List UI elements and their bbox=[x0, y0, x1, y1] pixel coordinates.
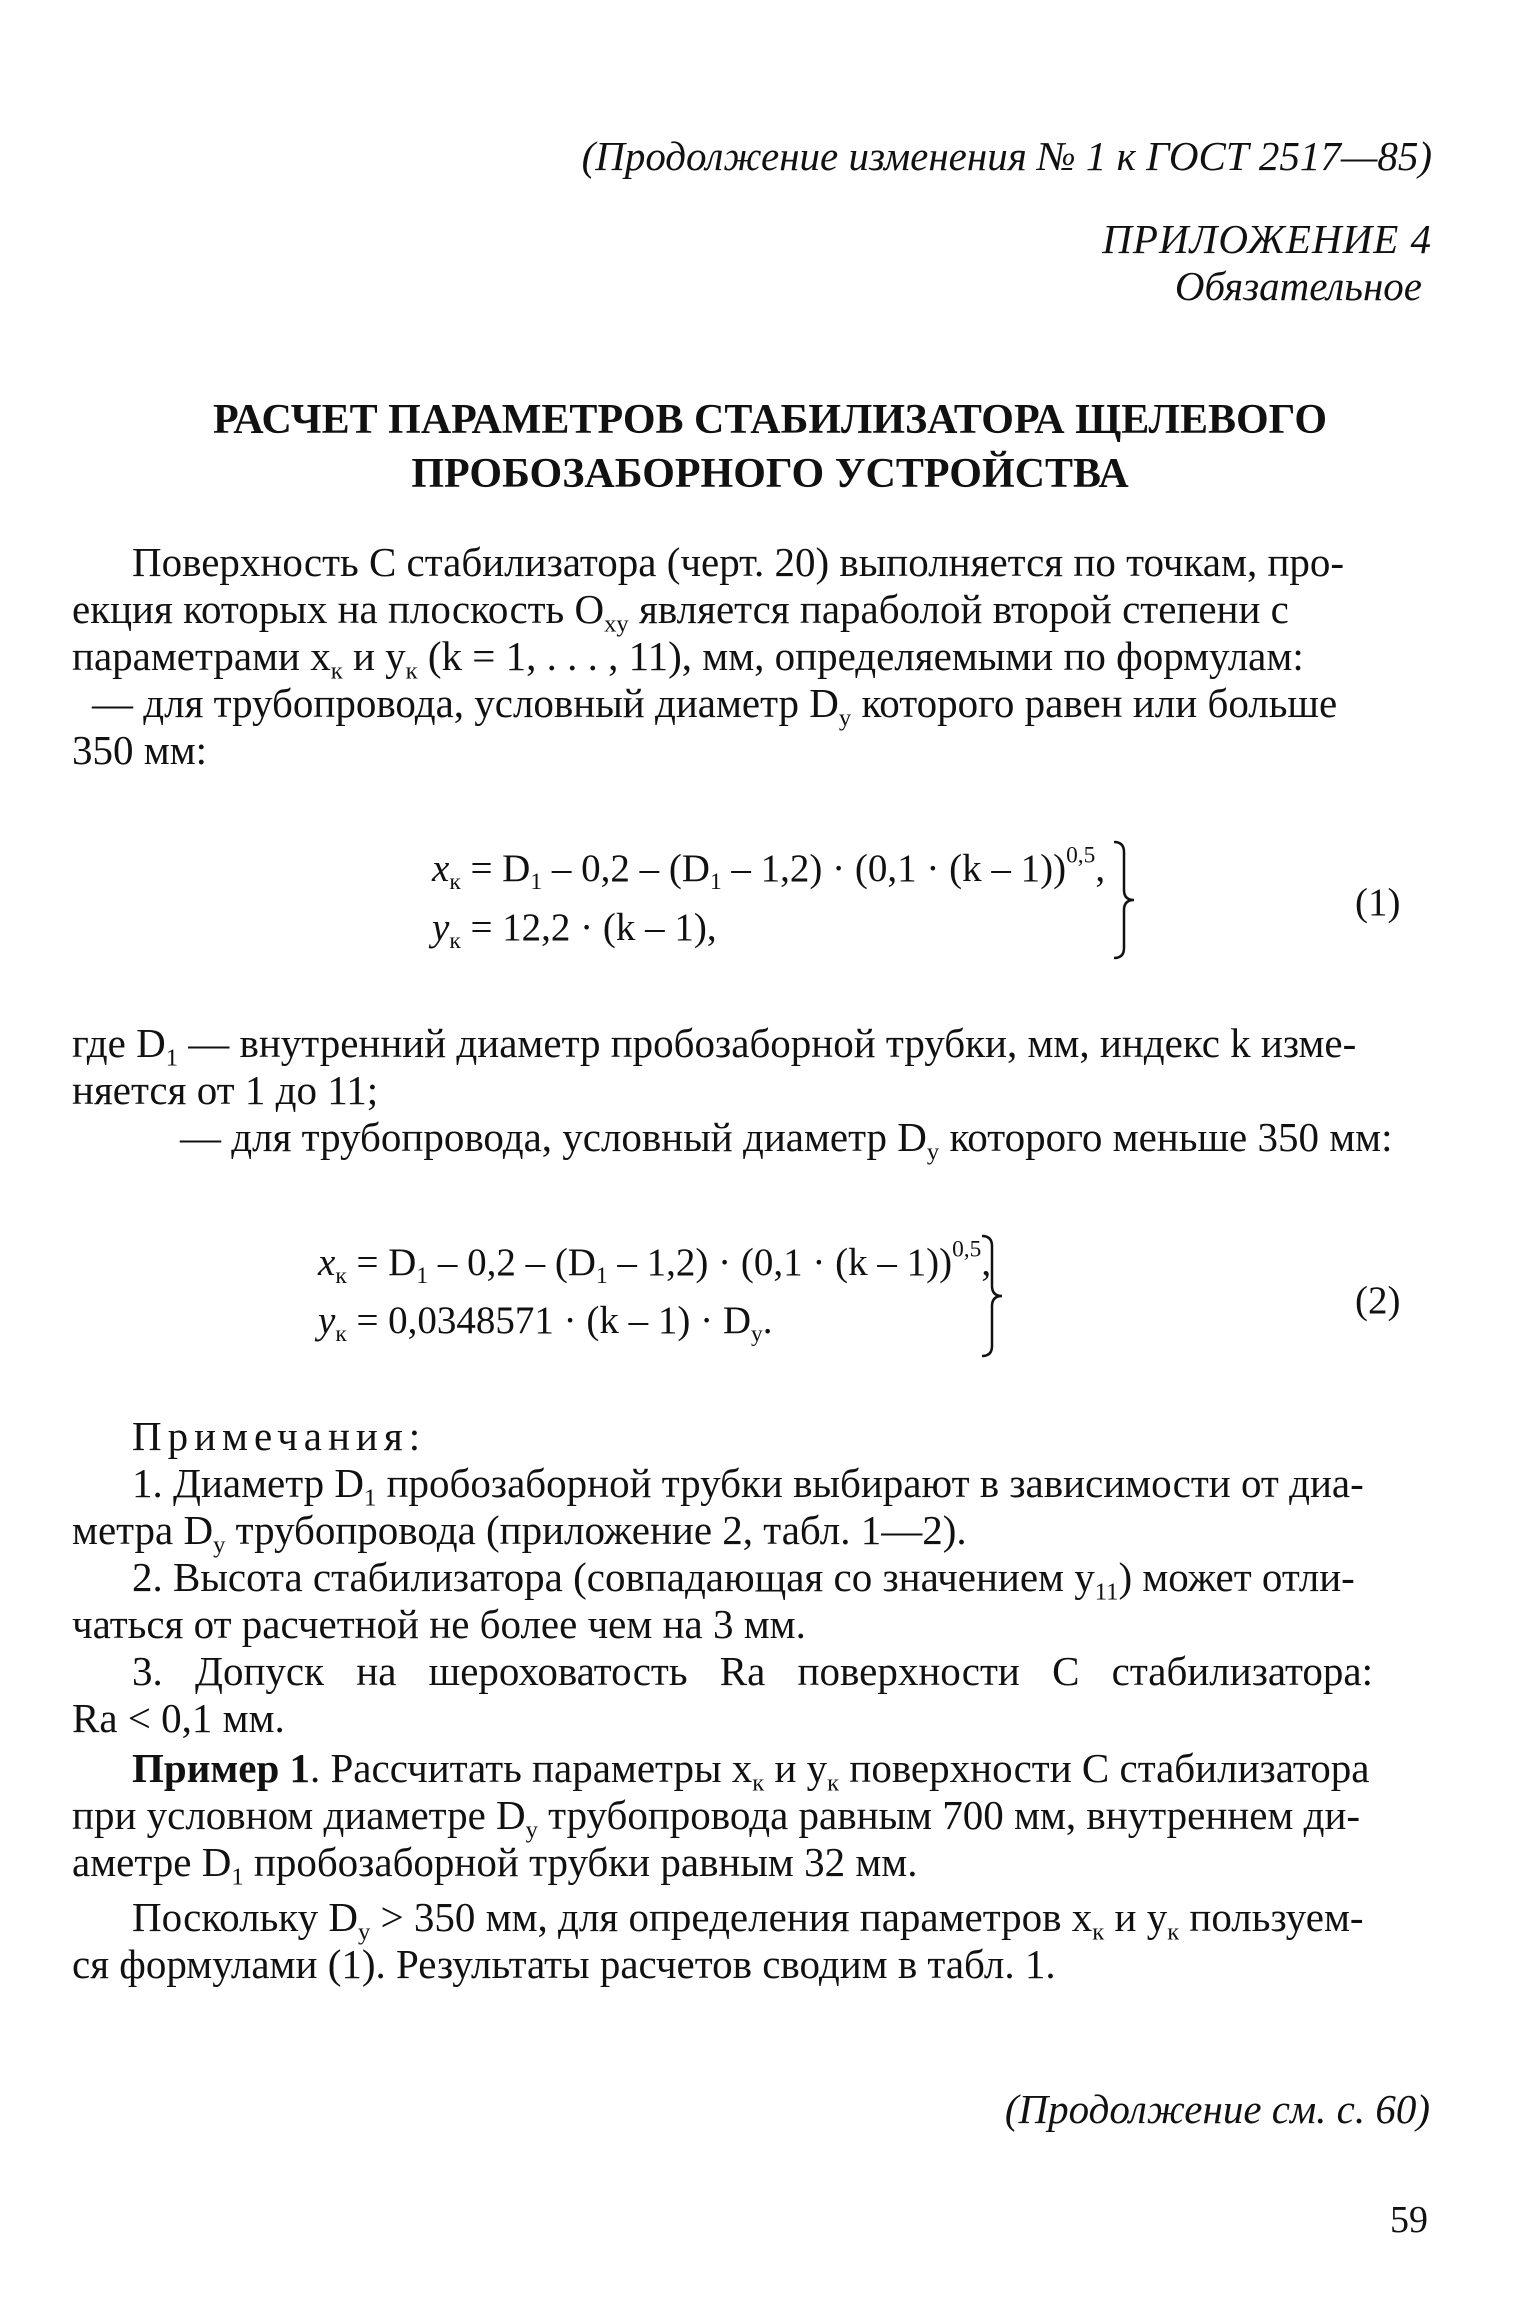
note-2-line-2: чаться от расчетной не более чем на 3 мм. bbox=[72, 1601, 806, 1647]
page-number: 59 bbox=[1390, 2199, 1428, 2241]
intro-line-4: — для трубопровода, условный диаметр $D_y$ которого равен или больше bbox=[92, 680, 1338, 732]
formula-2-x: $x_к = D_1 - 0,2 - (D_1 - 1,2) \cdot (0,1 \cdot (k - 1))^{0,5}$, bbox=[318, 1236, 992, 1290]
page-title bbox=[0, 393, 1540, 501]
intro-line-3: параметрами $x_к$ и $y_к$ (k = 1, . . . , 11), мм, определяемыми по формулам: bbox=[72, 633, 1304, 685]
example-paragraph-line-2: ся формулами (1). Результаты расчетов сводим в табл. 1. bbox=[72, 1941, 1056, 1987]
example-paragraph-line-1: Поскольку $D_y > 350$ мм, для определения параметров $x_к$ и $y_к$ пользуем- bbox=[132, 1894, 1364, 1946]
formula-2-brace bbox=[978, 1232, 1018, 1360]
continuation-footer: (Продолжение см. с. 60) bbox=[1004, 2086, 1430, 2132]
title-line-1: РАСЧЕТ ПАРАМЕТРОВ СТАБИЛИЗАТОРА ЩЕЛЕВОГО bbox=[213, 397, 1327, 443]
intro-line-5: 350 мм: bbox=[72, 727, 208, 773]
note-2-line-1: 2. Высота стабилизатора (совпадающая со значением $y_{11}$) может отли- bbox=[132, 1554, 1355, 1606]
intro-line-2: екция которых на плоскость $О_{xy}$ является параболой второй степени с bbox=[72, 586, 1289, 638]
formula-1-y: $y_к = 12,2 \cdot (k - 1)$, bbox=[432, 906, 717, 955]
formula-2-y: $y_к = 0,0348571 \cdot (k - 1) \cdot D_y$. bbox=[318, 1299, 773, 1348]
appendix-status: Обязательное bbox=[1174, 263, 1422, 309]
appendix-label: ПРИЛОЖЕНИЕ 4 bbox=[1102, 216, 1432, 262]
example-line-1: Пример 1. Рассчитать параметры $x_к$ и $y_к$ поверхности C стабилизатора bbox=[132, 1745, 1370, 1797]
formula-1-brace bbox=[1110, 838, 1150, 962]
where-line-2: няется от 1 до 11; bbox=[72, 1067, 379, 1113]
where-line-3: — для трубопровода, условный диаметр $D_y$ которого меньше 350 мм: bbox=[180, 1114, 1393, 1166]
where-line-1: где $D_1$ — внутренний диаметр пробозаборной трубки, мм, индекс k изме- bbox=[72, 1020, 1357, 1072]
formula-1-x: $x_к = D_1 - 0,2 - (D_1 - 1,2) \cdot (0,1 \cdot (k - 1))^{0,5}$, bbox=[432, 842, 1106, 896]
formula-1-number: (1) bbox=[1355, 881, 1401, 924]
notes-heading: Примечания: bbox=[132, 1413, 427, 1459]
continuation-header: (Продолжение изменения № 1 к ГОСТ 2517—85) bbox=[581, 133, 1432, 179]
formula-2-number: (2) bbox=[1355, 1279, 1401, 1322]
title-line-2: ПРОБОЗАБОРНОГО УСТРОЙСТВА bbox=[411, 451, 1129, 497]
note-1-line-2: метра $D_y$ трубопровода (приложение 2, табл. 1—2). bbox=[72, 1507, 967, 1559]
example-line-3: аметре $D_1$ пробозаборной трубки равным 32 мм. bbox=[72, 1839, 918, 1891]
example-line-2: при условном диаметре $D_y$ трубопровода равным 700 мм, внутреннем ди- bbox=[72, 1792, 1361, 1844]
note-3-line-1: 3. Допуск на шероховатость Ra поверхности C стабилизатора: bbox=[132, 1648, 1374, 1694]
intro-line-1: Поверхность C стабилизатора (черт. 20) выполняется по точкам, про- bbox=[132, 539, 1345, 585]
note-1-line-1: 1. Диаметр $D_1$ пробозаборной трубки выбирают в зависимости от диа- bbox=[132, 1460, 1364, 1512]
note-3-line-2: Ra < 0,1 мм. bbox=[72, 1695, 285, 1741]
